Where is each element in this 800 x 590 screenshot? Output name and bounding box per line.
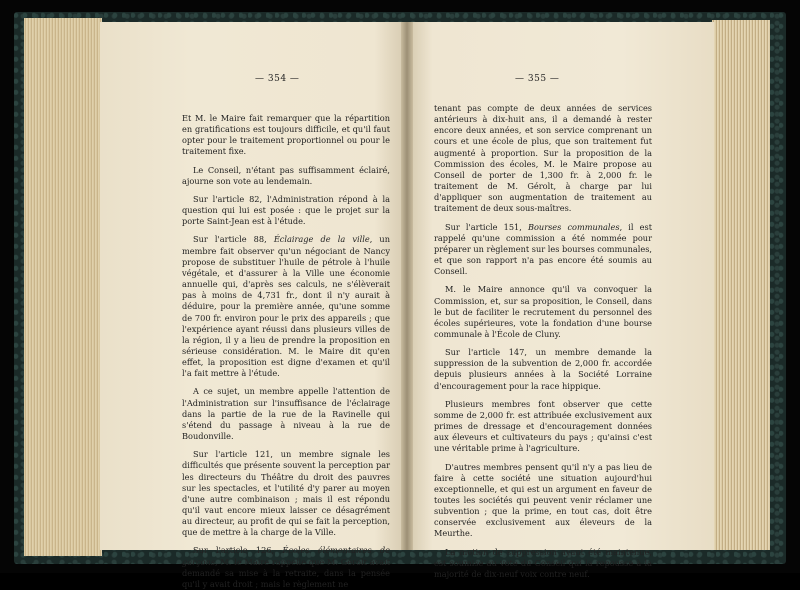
article-title: Bourses communales xyxy=(527,221,620,232)
paragraph-lead: Sur l'article 151, xyxy=(445,221,528,232)
left-page-text xyxy=(182,113,390,590)
paragraph-lead: Sur l'article 88, xyxy=(193,234,274,245)
article-title: Écoles élémentaires de garçons xyxy=(182,545,390,567)
right-page-text xyxy=(434,103,652,580)
paragraph xyxy=(434,222,652,278)
book-gutter xyxy=(401,22,413,550)
paragraph xyxy=(182,545,390,590)
article-title: Éclairage de la ville xyxy=(273,234,370,245)
page-number-left: — 354 — xyxy=(255,74,300,84)
paragraph: Et M. le Maire fait remarquer que la répartition en gratifications est toujours difficile, et qu'il faut opter pour le traitement proportionnel ou pour le traitement fixe. xyxy=(182,113,390,157)
paragraph-lead: Sur l'article 126, xyxy=(193,545,283,556)
paragraph: La motion de suppression ayant été maintenue, est soumise au vote du Conseil qui la repousse à la majorité de dix-neuf voix contre neuf. xyxy=(434,546,652,579)
paragraph: D'autres membres pensent qu'il n'y a pas lieu de faire à cette société une situation aujourd'hui exceptionnelle, et qui est un argument en faveur de toutes les sociétés qui peuvent venir réclamer une subvention ; que la prime, en tout cas, doit être conservée exclusivement aux éleveurs de la Meurthe. xyxy=(434,461,652,539)
paragraph: Sur l'article 121, un membre signale les difficultés que présente souvent la perception par les directeurs du Théâtre du droit des pauvres sur les spectacles, et l'utilité d'y parer au moyen d'une autre combinaison ; mais il est répondu qu'il vaut encore mieux laisser ce désagrément au directeur, au profit de qui se fait la perception, que de mettre à la charge de la Ville. xyxy=(182,449,390,538)
paragraph: A ce sujet, un membre appelle l'attention de l'Administration sur l'insuffisance de l'éclairage dans la partie de la rue de la Ravinelle qui s'étend du passage à niveau à la rue de Boudonville. xyxy=(182,386,390,442)
page-number-right: — 355 — xyxy=(515,74,560,84)
paragraph: M. le Maire annonce qu'il va convoquer la Commission, et, sur sa proposition, le Conseil, dans le but de faciliter le recrutement du personnel des écoles supérieures, vote la fondation d'une bourse communale à l'École de Cluny. xyxy=(434,284,652,339)
paragraph: Plusieurs membres font observer que cette somme de 2,000 fr. est attribuée exclusivement aux primes de dressage et d'encouragement données aux éleveurs et cultivateurs du pays ; qu'ainsi c'est une véritable prime à l'agriculture. xyxy=(434,398,652,454)
paragraph-body: , il est rappelé qu'une commission a été nommée pour préparer un règlement sur les bourses communales, et que son rapport n'a pas encore été soumis au Conseil. xyxy=(434,221,652,277)
paragraph: Le Conseil, n'étant pas suffisamment éclairé, ajourne son vote au lendemain. xyxy=(182,164,390,186)
left-page-edges xyxy=(24,18,102,556)
paragraph-body: , un membre fait observer qu'un négociant de Nancy propose de substituer l'huile de pétrole à l'huile végétale, et d'assurer à la Ville une économie annuelle qui, d'après ses calculs, ne s'élèverait pas à moins de 4,731 fr., dont il n'y aurait à déduire, pour la première année, qu'une somme de 700 fr. environ pour le prix des appareils ; que l'expérience ayant réussi dans plusieurs villes de la région, il y a lieu de prendre la proposition en sérieuse considération. M. le Maire dit qu'en effet, la proposition est digne d'examen et qu'il l'a fait mettre à l'étude. xyxy=(182,234,390,379)
paragraph: Sur l'article 147, un membre demande la suppression de la subvention de 2,000 fr. accordée depuis plusieurs années à la Société Lorraine d'encouragement pour la race hippique. xyxy=(434,347,652,391)
right-page xyxy=(408,22,714,579)
left-page xyxy=(100,22,405,589)
paragraph: Sur l'article 82, l'Administration répond à la question qui lui est posée : que le projet sur la porte Saint-Jean est à l'étude. xyxy=(182,193,390,227)
paragraph-body: , M. le Maire rappelle que M. Gérolt avait demandé sa mise à la retraite, dans la pensée qu'il y avait droit ; mais le règlement ne xyxy=(182,556,390,589)
right-page-edges xyxy=(712,20,770,550)
paragraph xyxy=(182,234,390,379)
paragraph: tenant pas compte de deux années de services antérieurs à dix-huit ans, il a demandé à rester encore deux années, et son service comprenant un cours et une école de plus, que son traitement fut augmenté à proportion. Sur la proposition de la Commission des écoles, M. le Maire propose au Conseil de porter de 1,300 fr. à 2,000 fr. le traitement de M. Gérolt, à charge par lui d'appliquer son augmentation de traitement au traitement de deux sous-maîtres. xyxy=(434,103,652,214)
